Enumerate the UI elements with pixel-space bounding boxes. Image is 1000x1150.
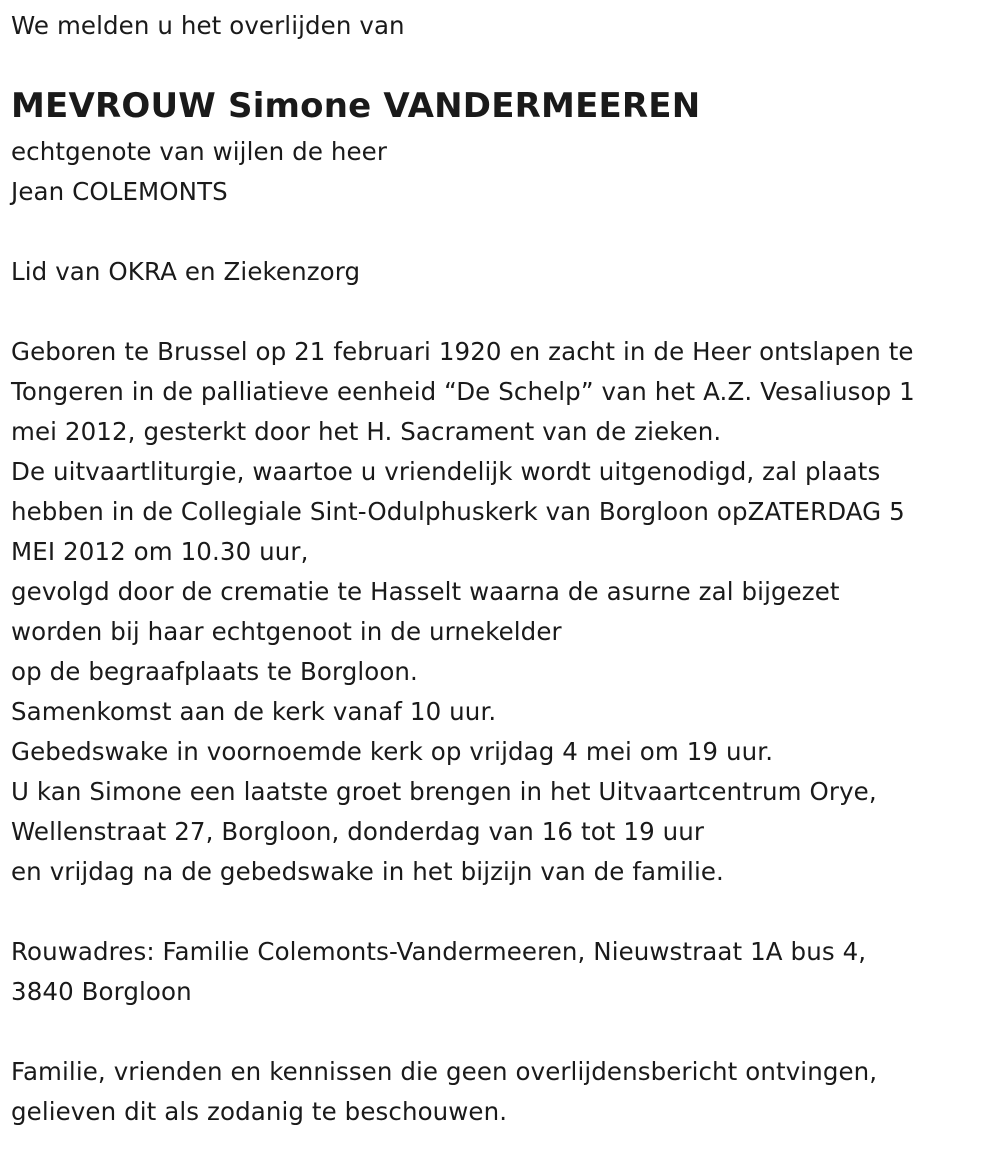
body-line: Tongeren in de palliatieve eenheid “De Schelp” van het A.Z. Vesaliusop 1 [11,377,915,406]
body-line: Geboren te Brussel op 21 februari 1920 en zacht in de Heer ontslapen te [11,337,914,366]
spacer [11,1012,991,1052]
closing-line: gelieven dit als zodanig te beschouwen. [11,1097,508,1126]
deceased-name: MEVROUW Simone VANDERMEEREN [11,86,701,126]
spouse-line-2: Jean COLEMONTS [11,177,228,206]
spacer [11,892,991,932]
spouse-line-1: echtgenote van wijlen de heer [11,137,388,166]
body-line: mei 2012, gesterkt door het H. Sacrament van de zieken. [11,417,722,446]
death-notice [11,6,991,1132]
body-line: MEI 2012 om 10.30 uur, [11,537,309,566]
body-line: Wellenstraat 27, Borgloon, donderdag van 16 tot 19 uur [11,817,705,846]
body-line: en vrijdag na de gebedswake in het bijzijn van de familie. [11,857,724,886]
body-line: Samenkomst aan de kerk vanaf 10 uur. [11,697,497,726]
address-line: Rouwadres: Familie Colemonts-Vandermeeren, Nieuwstraat 1A bus 4, [11,937,867,966]
closing-line: Familie, vrienden en kennissen die geen overlijdensbericht ontvingen, [11,1057,878,1086]
body-line: De uitvaartliturgie, waartoe u vriendelijk wordt uitgenodigd, zal plaats [11,457,881,486]
intro-text: We melden u het overlijden van [11,11,405,40]
body-line: gevolgd door de crematie te Hasselt waarna de asurne zal bijgezet [11,577,840,606]
spacer [11,212,991,252]
address-line: 3840 Borgloon [11,977,192,1006]
body-line: op de begraafplaats te Borgloon. [11,657,418,686]
closing-paragraph [11,1052,991,1132]
body-line: U kan Simone een laatste groet brengen in het Uitvaartcentrum Orye, [11,777,877,806]
body-line: worden bij haar echtgenoot in de urnekelder [11,617,562,646]
body-line: Gebedswake in voornoemde kerk op vrijdag 4 mei om 19 uur. [11,737,774,766]
spacer [11,292,991,332]
mourning-address [11,932,991,1012]
body-paragraph [11,332,991,892]
body-line: hebben in de Collegiale Sint-Odulphuskerk van Borgloon opZATERDAG 5 [11,497,905,526]
membership-text: Lid van OKRA en Ziekenzorg [11,257,361,286]
